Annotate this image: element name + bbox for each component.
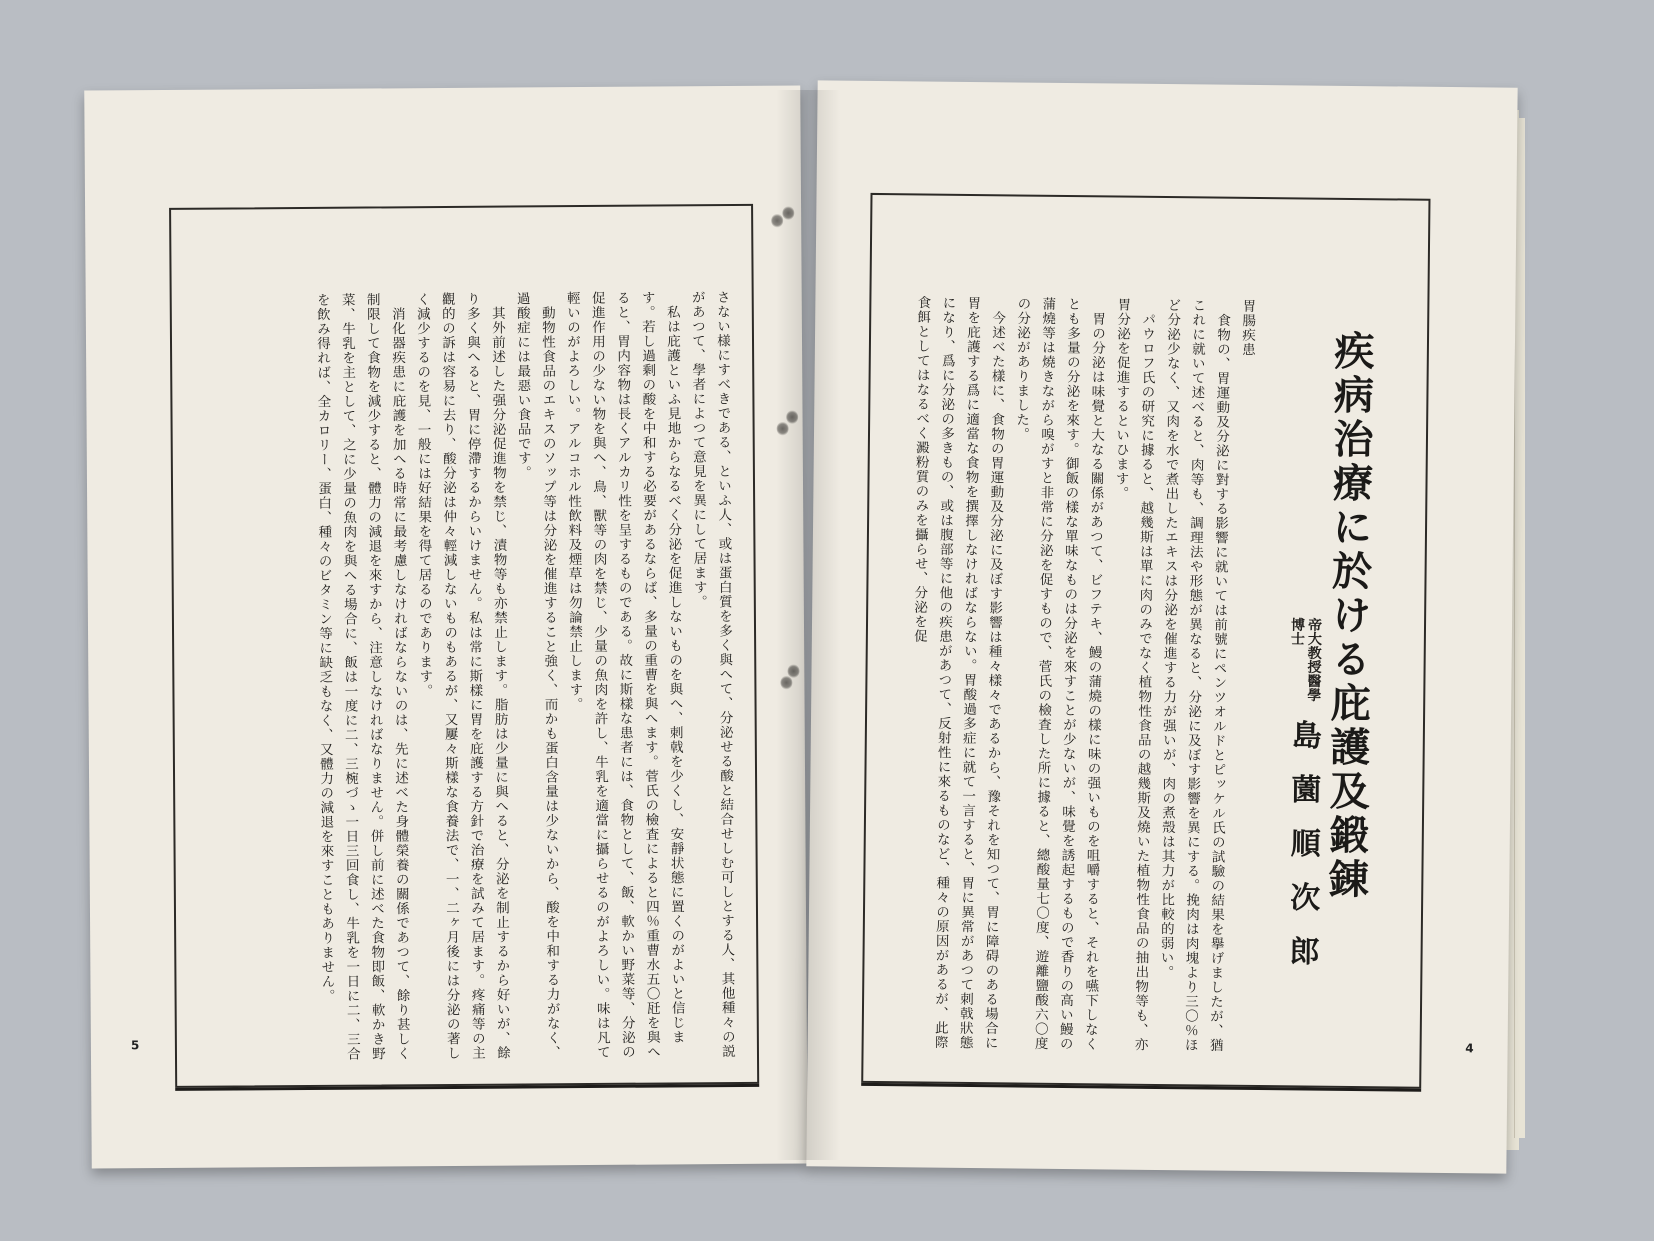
- page-number-right: 4: [1465, 1041, 1474, 1056]
- right-page: [806, 80, 1517, 1173]
- bottom-rule: [175, 1084, 759, 1091]
- page-number-left: 5: [130, 1038, 140, 1053]
- article-title: 疾病治療に於ける庇護及鍛錬: [1322, 329, 1376, 903]
- bottom-rule: [861, 1083, 1421, 1092]
- right-body-text: 胃腸疾患 食物の、胃運動及分泌に對する影響に就いては前號にペンツオルドとピッケル氏の試驗の結果を擧げましたが、猶これに就いて述べると、肉等も、調理法や形態が異なると、分泌に及ぼす影響を異にする。挽肉は肉塊より三〇％ほど分泌少なく、又肉を水で煮出したエキスは分泌を催進する力が强いが、肉の煮殼は其力が比較的弱い。 パウロフ氏の研究に據ると、越幾斯は單に肉のみでなく植物性食品の越幾斯及燒いた植物性食品の抽出物等も、亦胃分泌を促進するといひます。 胃の分泌は味覺と大なる關係があつて、ビフテキ、鰻の蒲燒の樣に味の强いものを咀嚼すると、それを嚥下しなくとも多量の分泌を來す。御飯の樣な單味なものは分泌を來すことが少ないが、味覺を誘起するもので香りの高い鰻の蒲燒等は燒きながら嗅がすと非常に分泌を促すもので、菅氏の檢査した所に據ると、總酸量七〇度、遊離鹽酸六〇度の分泌がありました。 今述べた樣に、食物の胃運動及分泌に及ぼす影響は種々樣々であるから、豫それを知つて、胃に障碍のある場合に胃を庇護する爲に適當な食物を撰擇しなければならない。胃酸過多症に就て一言すると、胃に異常があつて刺戟狀態になり、爲に分泌の多きもの、或は腹部等に他の疾患があつて、反射性に來るものなど、種々の原因があるが、此際食餌としてはなるべく澱粉質のみを攝らせ、分泌を促: [910, 295, 1256, 1053]
- left-page: [84, 86, 808, 1169]
- left-text-frame: [169, 204, 759, 1088]
- author-name: 島薗順次郎: [1283, 719, 1322, 990]
- right-text-frame: [861, 193, 1430, 1089]
- author-affiliation: 帝大教授醫學博士: [1288, 617, 1323, 702]
- spine-shadow: [776, 90, 840, 1160]
- left-body-text: さない様にすべきである、といふ人、或は蛋白質を多く與へて、分泌せる酸と結合せしむ可しとする人、其他種々の説があつて、學者によつて意見を異にして居ます。 私は庇護といふ見地からなるべく分泌を促進しないものを與へ、刺戟を少くし、安靜状態に置くのがよいと信じます。若し過剩の酸を中和する必要があるならば、多量の重曹を與へます。菅氏の檢査によると四％重曹水五〇瓩を與へると、胃内容物は長くアルカリ性を呈するものである。故に斯樣な患者には、食物として、飯、軟かい野菜等、分泌の促進作用の少ない物を與へ、鳥、獸等の肉を禁じ、少量の魚肉を許し、牛乳を適當に攝らせるのがよろしい。味は凡て輕いのがよろしい。アルコホル性飲料及煙草は勿論禁止します。 動物性食品のエキスのソップ等は分泌を催進すること強く、而かも蛋白含量は少ないから、酸を中和する力がなく、過酸症には最惡い食品です。 其外前述した强分泌促進物を禁じ、漬物等も亦禁止します。脂肪は少量に與へると、分泌を制止するから好いが、餘り多く與へると、胃に停滯するからいけません。私は常に斯樣に胃を庇護する方針で治療を試みて居ます。疼痛等の主觀的の訴は容易に去り、酸分泌は仲々輕減しないものもあるが、又屢々斯樣な食養法で、一、二ヶ月後には分泌の著しく減少するのを見、一般には好結果を得て居るのであります。 消化器疾患に庇護を加へる時常に最考慮しなければならないのは、先に述べた身體榮養の關係であつて、餘り甚しく制限して食物を減少すると、體力の減退を來すから、注意しなければなりません。併し前に述べた食物即飯、軟かき野菜、牛乳を主として、之に少量の魚肉を與へる場合に、飯は一度に二、三椀づゝ一日三回食し、牛乳を一日に二、三合を飲み得れば、全カロリー、蛋白、種々のビタミン等に缺乏もなく、又體力の減退を來すこともありません。: [313, 290, 736, 1062]
